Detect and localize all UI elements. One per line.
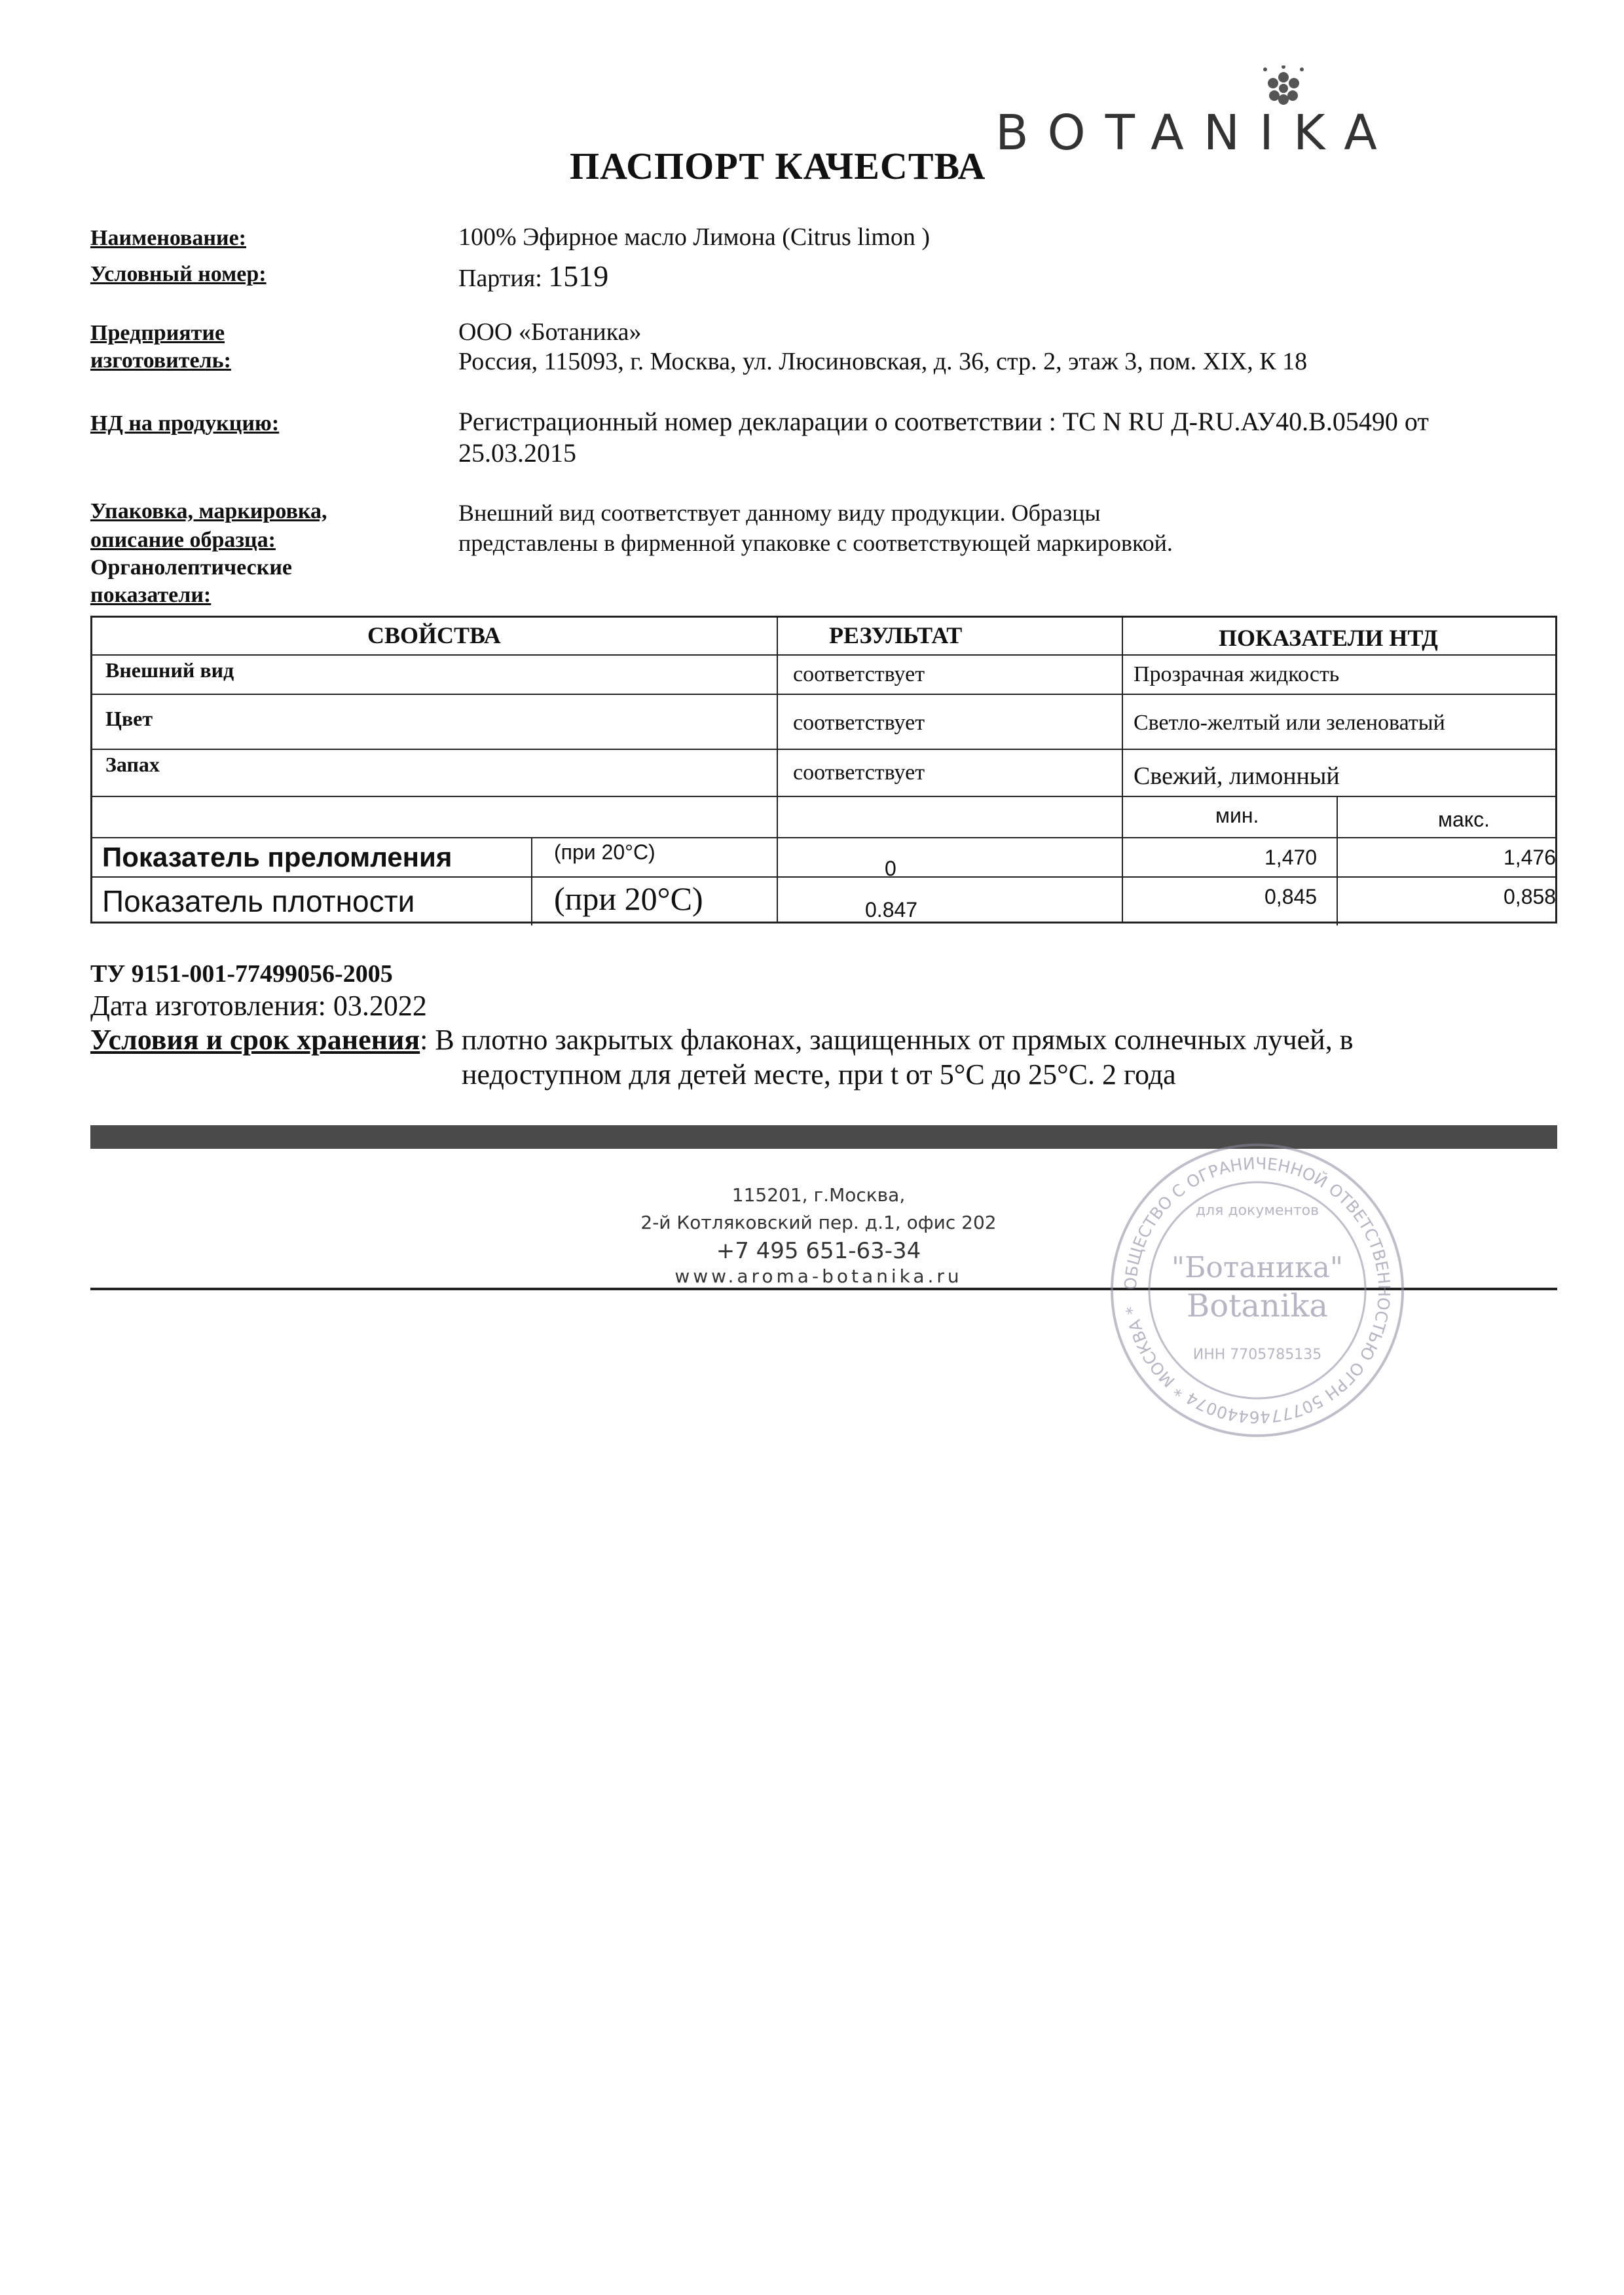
production-date (90, 989, 427, 1022)
max-label: макс. (1438, 808, 1490, 831)
refraction-max: 1,476 (1504, 846, 1557, 869)
row-ntd: Светло-желтый или зеленоватый (1134, 711, 1445, 735)
batch-prefix: Партия: (458, 265, 542, 292)
stamp-name-ru: "Ботаника" (1171, 1251, 1344, 1284)
pack-label-line3: Органолептические (90, 555, 293, 580)
maker-label-line1: Предприятие (90, 321, 225, 345)
logo-wordmark: BOTANIKA (995, 105, 1397, 161)
row-prop: Цвет (105, 707, 153, 730)
density-min: 0,845 (1264, 885, 1318, 908)
row-result: соответствует (793, 662, 925, 686)
document-title: ПАСПОРТ КАЧЕСТВА (570, 145, 986, 187)
density-condition: (при 20°С) (554, 880, 703, 917)
refraction-result: 0 (885, 857, 896, 880)
batch-number: 1519 (548, 259, 609, 293)
company-logo (995, 65, 1428, 164)
refraction-min: 1,470 (1264, 846, 1318, 869)
storage-value-line2: недоступном для детей месте, при t от 5°С до 25°С. 2 года (462, 1058, 1176, 1091)
min-label: мин. (1215, 804, 1259, 827)
stamp-ring-text: ОБЩЕСТВО С ОГРАНИЧЕННОЙ ОТВЕТСТВЕННОСТЬЮ ОГРН 5077746440074 * МОСКВА * (1120, 1153, 1394, 1427)
table-rule (92, 749, 1555, 750)
date-label: Дата изготовления: (90, 990, 326, 1022)
maker-address: Россия, 115093, г. Москва, ул. Люсиновская, д. 36, стр. 2, этаж 3, пом. XIX, К 18 (458, 348, 1308, 375)
pack-value-line1: Внешний вид соответствует данному виду продукции. Образцы (458, 500, 1101, 526)
row-prop: Запах (105, 753, 160, 776)
header-result: РЕЗУЛЬТАТ (829, 622, 963, 648)
storage-label: Условия и срок хранения (90, 1024, 420, 1056)
pack-label-line2: описание образца: (90, 528, 276, 552)
stamp-name-en: Botanika (1186, 1288, 1329, 1324)
table-rule (1122, 618, 1123, 922)
footer-address-line1: 115201, г.Москва, (731, 1184, 906, 1206)
storage-value-line1: : В плотно закрытых флаконах, защищенных от прямых солнечных лучей, в (420, 1024, 1354, 1056)
pack-value-line2: представлены в фирменной упаковке с соответствующей маркировкой. (458, 530, 1173, 556)
footer-website: www.aroma-botanika.ru (674, 1265, 963, 1287)
refraction-label: Показатель преломления (102, 842, 452, 872)
table-rule (531, 837, 532, 925)
table-rule (92, 796, 1555, 797)
maker-name: ООО «Ботаника» (458, 318, 642, 346)
table-rule (92, 694, 1555, 695)
pack-label-line1: Упаковка, маркировка, (90, 499, 327, 523)
stamp-for-documents: для документов (1195, 1203, 1320, 1219)
maker-label-line2: изготовитель: (90, 348, 231, 373)
density-result: 0.847 (865, 898, 918, 922)
nd-value-line2: 25.03.2015 (458, 438, 576, 468)
table-rule (777, 618, 778, 922)
row-result: соответствует (793, 711, 925, 735)
header-ntd: ПОКАЗАТЕЛИ НТД (1219, 625, 1438, 651)
batch-line (458, 259, 608, 293)
row-ntd: Прозрачная жидкость (1134, 662, 1340, 686)
table-rule (1337, 796, 1338, 925)
header-props: СВОЙСТВА (367, 622, 501, 648)
density-max: 0,858 (1504, 885, 1557, 908)
row-prop: Внешний вид (105, 658, 234, 682)
name-label: Наименование: (90, 226, 246, 250)
nd-value-line1: Регистрационный номер декларации о соответствии : ТС N RU Д-RU.АУ40.В.05490 от (458, 407, 1429, 436)
table-rule (92, 837, 1555, 838)
nd-label: НД на продукцию: (90, 411, 280, 436)
footer-address-line2: 2-й Котляковский пер. д.1, офис 202 (640, 1212, 997, 1233)
refraction-condition: (при 20°С) (554, 840, 655, 864)
footer-phone: +7 495 651-63-34 (716, 1238, 921, 1264)
name-value: 100% Эфирное масло Лимона (Citrus limon ) (458, 223, 931, 251)
storage-line1 (90, 1023, 1354, 1056)
table-rule (92, 876, 1555, 878)
company-stamp (1107, 1140, 1408, 1441)
row-result: соответствует (793, 760, 925, 785)
pack-label-line4: показатели: (90, 583, 212, 607)
table-rule (92, 654, 1555, 656)
row-ntd: Свежий, лимонный (1134, 762, 1340, 790)
stamp-inn: ИНН 7705785135 (1192, 1347, 1322, 1363)
date-value: 03.2022 (333, 990, 427, 1022)
properties-table (90, 616, 1557, 924)
tu-code: ТУ 9151-001-77499056-2005 (90, 960, 393, 988)
number-label: Условный номер: (90, 262, 267, 286)
density-label: Показатель плотности (102, 884, 415, 918)
